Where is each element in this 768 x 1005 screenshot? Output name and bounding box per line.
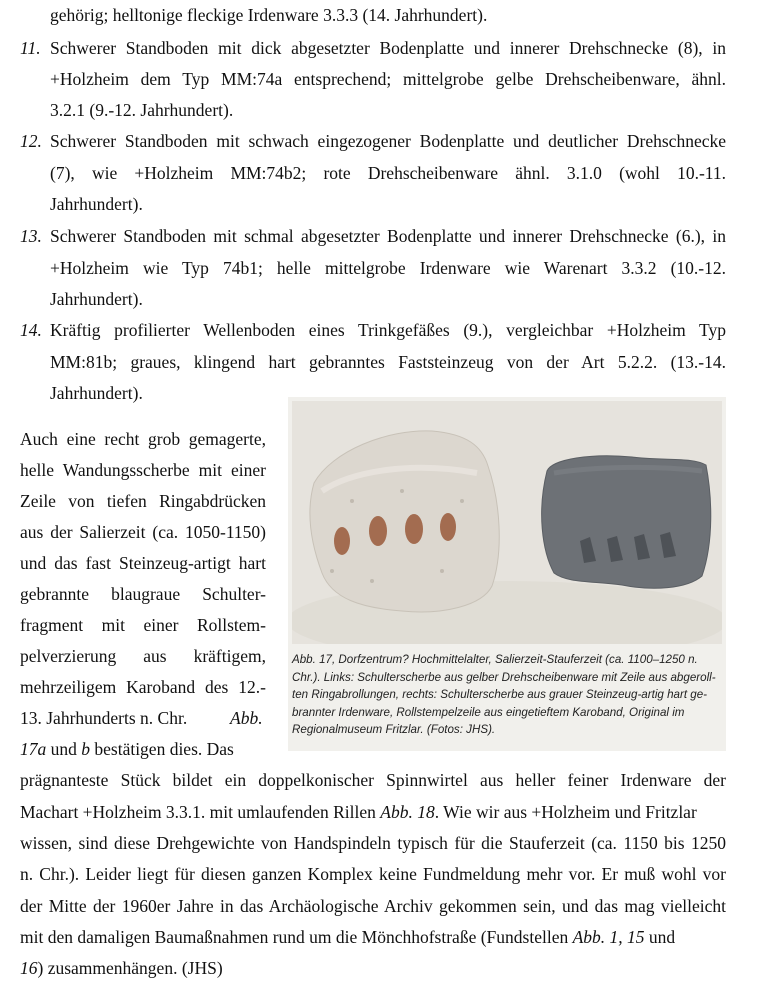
- paragraph-line: mehrzeiligem Karoband des 12.-: [20, 677, 266, 697]
- paragraph-line: aus der Salierzeit (ca. 1050-1150): [20, 522, 266, 542]
- list-number: 14.: [20, 320, 42, 340]
- list-item-line: Schwerer Standboden mit dick abgesetzter Bodenplatte und innerer Drehschnecke (8), in: [50, 38, 726, 58]
- paragraph-line: n. Chr.). Leider liegt für diesen ganzen Komplex keine Fundmeldung mehr vor. Er muß wohl vor: [20, 864, 726, 884]
- paragraph-line: gebrannte blaugraue Schulter-: [20, 584, 266, 604]
- paragraph-line: Zeile von tiefen Ringabdrücken: [20, 491, 266, 511]
- list-number: 13.: [20, 226, 42, 246]
- list-number: 12.: [20, 131, 42, 151]
- figure-caption: [292, 651, 722, 739]
- list-item-line: Schwerer Standboden mit schmal abgesetzter Bodenplatte und innerer Drehschnecke (6.), in: [50, 226, 726, 246]
- figure-17: [288, 397, 726, 751]
- caption-line: Regionalmuseum Fritzlar. (Fotos: JHS).: [292, 723, 496, 737]
- list-item-line: Jahrhundert).: [50, 383, 143, 403]
- paragraph-line: Machart +Holzheim 3.3.1. mit umlaufenden Rillen Abb. 18. Wie wir aus +Holzheim und Fritzlar: [20, 802, 697, 822]
- caption-line: Abb. 17, Dorfzentrum? Hochmittelalter, Salierzeit-Stauferzeit (ca. 1100–1250 n.: [292, 653, 698, 666]
- list-item-line: Jahrhundert).: [50, 289, 143, 309]
- paragraph-line: wissen, sind diese Drehgewichte von Handspindeln typisch für die Stauferzeit (ca. 1150 bis 1250: [20, 833, 726, 853]
- paragraph-line: 16) zusammenhängen. (JHS): [20, 958, 223, 978]
- paragraph-line: und das fast Steinzeug-artigt hart: [20, 553, 266, 573]
- paragraph-line: helle Wandungsscherbe mit einer: [20, 460, 266, 480]
- list-item-line: 3.2.1 (9.-12. Jahrhundert).: [50, 100, 234, 120]
- list-fragment: gehörig; helltonige fleckige Irdenware 3.3.3 (14. Jahrhundert).: [50, 5, 488, 25]
- caption-line: brannter Irdenware, Rollstempelzeile aus eingetieftem Karoband, Original im: [292, 705, 685, 719]
- list-number: 11.: [20, 38, 41, 58]
- list-item-line: Schwerer Standboden mit schwach eingezogener Bodenplatte und deutlicher Drehschnecke: [50, 131, 726, 151]
- list-item-line: Kräftig profilierter Wellenboden eines Trinkgefäßes (9.), vergleichbar +Holzheim Typ: [50, 320, 726, 340]
- paragraph-line: 13. Jahrhunderts n. Chr.: [20, 708, 188, 728]
- list-item-line: +Holzheim dem Typ MM:74a entsprechend; mittelgrobe gelbe Drehscheibenware, ähnl.: [50, 69, 726, 89]
- caption-line: ten Ringabrollungen, rechts: Schulterscherbe aus grauer Steinzeug-artig hart ge-: [292, 688, 708, 702]
- list-item-line: +Holzheim wie Typ 74b1; helle mittelgrobe Irdenware wie Warenart 3.3.2 (10.-12.: [50, 258, 726, 278]
- paragraph-line: prägnanteste Stück bildet ein doppelkonischer Spinnwirtel aus heller feiner Irdenware der: [20, 770, 726, 790]
- paragraph-line: fragment mit einer Rollstem-: [20, 615, 266, 635]
- list-item-line: Jahrhundert).: [50, 194, 143, 214]
- list-item-line: (7), wie +Holzheim MM:74b2; rote Drehscheibenware ähnl. 3.1.0 (wohl 10.-11.: [50, 163, 726, 183]
- list-item-line: MM:81b; graues, klingend hart gebranntes Faststeinzeug von der Art 5.2.2. (13.-14.: [50, 352, 726, 372]
- paragraph-line: Auch eine recht grob gemagerte,: [20, 429, 266, 449]
- figure-reference: Abb.: [230, 708, 263, 728]
- paragraph-line: pelverzierung aus kräftigem,: [20, 646, 266, 666]
- caption-line: Chr.). Links: Schulterscherbe aus gelber Drehscheibenware mit Zeile aus abgeroll-: [292, 670, 716, 684]
- paragraph-line: der Mitte der 1960er Jahre in das Archäologische Archiv gekommen sein, und das mag vielleicht: [20, 896, 726, 916]
- paragraph-line: mit den damaligen Baumaßnahmen rund um die Mönchhofstraße (Fundstellen Abb. 1, 15 und: [20, 927, 676, 947]
- paragraph-line: 17a und b bestätigen dies. Das: [20, 739, 234, 759]
- sherd-photograph: [292, 401, 722, 644]
